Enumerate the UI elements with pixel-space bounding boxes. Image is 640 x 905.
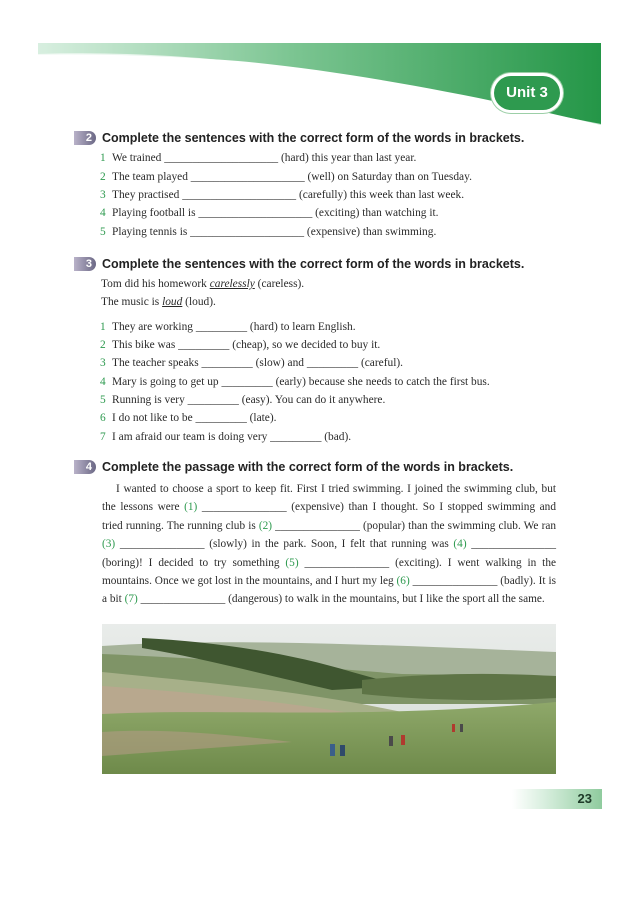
exercise-item: 4 Mary is going to get up _________ (early) because she needs to catch the first bus.: [100, 376, 490, 388]
example-sentence: The music is loud (loud).: [101, 296, 216, 308]
exercise-item: 3 They practised ____________________ (carefully) this week than last week.: [100, 189, 465, 201]
gap-number: (1): [184, 501, 198, 514]
exercise-3: [74, 255, 574, 273]
exercise-item: 1 They are working _________ (hard) to learn English.: [100, 321, 356, 333]
passage-text: I wanted to choose a sport to keep fit. First I tried swimming. I joined the swimming club, but the lessons were (1) _______________ (expensive) than I thought. So I stopped swimming and tried running. The running club is (2) _______________ (popular) than the swimming club. We ran (3) _______________ (slowly) in the park. Soon, I felt that running was (4) _______________ (boring)! I decided to try something (5) _______________ (exciting). I went walking in the mountains. Once we got lost in the mountains, and I hurt my leg (6) _______________ (badly). It is a bit (7) _______________ (dangerous) to walk in the mountains, but I like the sport all the same.: [102, 483, 556, 606]
exercise-4: [74, 458, 574, 476]
exercise-2: [74, 129, 574, 147]
exercise-item: 2 The team played ____________________ (well) on Saturday than on Tuesday.: [100, 171, 472, 183]
exercise-number-badge: 4: [74, 460, 96, 474]
exercise-number-badge: 3: [74, 257, 96, 271]
gap-number: (2): [258, 519, 273, 532]
gap-number: (4): [453, 538, 467, 551]
exercise-title: Complete the passage with the correct form of the words in brackets.: [102, 460, 514, 474]
page-number-bar: [512, 789, 602, 809]
exercise-number-badge: 2: [74, 131, 96, 145]
unit-badge: Unit 3: [494, 76, 560, 110]
gap-number: (6): [396, 575, 410, 588]
example-sentence: Tom did his homework carelessly (careless).: [101, 278, 305, 290]
exercise-item: 4 Playing football is ____________________ (exciting) than watching it.: [100, 207, 439, 219]
gap-number: (5): [285, 556, 299, 569]
page-number: 23: [577, 791, 592, 806]
exercise-item: 1 We trained ____________________ (hard) this year than last year.: [100, 152, 417, 164]
gap-number: (3): [102, 538, 116, 551]
exercise-item: 7 I am afraid our team is doing very _________ (bad).: [100, 431, 352, 443]
exercise-item: 2 This bike was _________ (cheap), so we decided to buy it.: [100, 339, 381, 351]
exercise-item: 6 I do not like to be _________ (late).: [100, 412, 277, 424]
exercise-item: 5 Running is very _________ (easy). You can do it anywhere.: [100, 394, 386, 406]
exercise-item: 5 Playing tennis is ____________________ (expensive) than swimming.: [100, 226, 437, 238]
exercise-item: 3 The teacher speaks _________ (slow) and _________ (careful).: [100, 357, 404, 369]
exercise-title: Complete the sentences with the correct form of the words in brackets.: [102, 257, 525, 271]
hikers-landscape-photo: [102, 624, 556, 774]
exercise-title: Complete the sentences with the correct form of the words in brackets.: [102, 131, 525, 145]
gap-number: (7): [124, 593, 138, 606]
